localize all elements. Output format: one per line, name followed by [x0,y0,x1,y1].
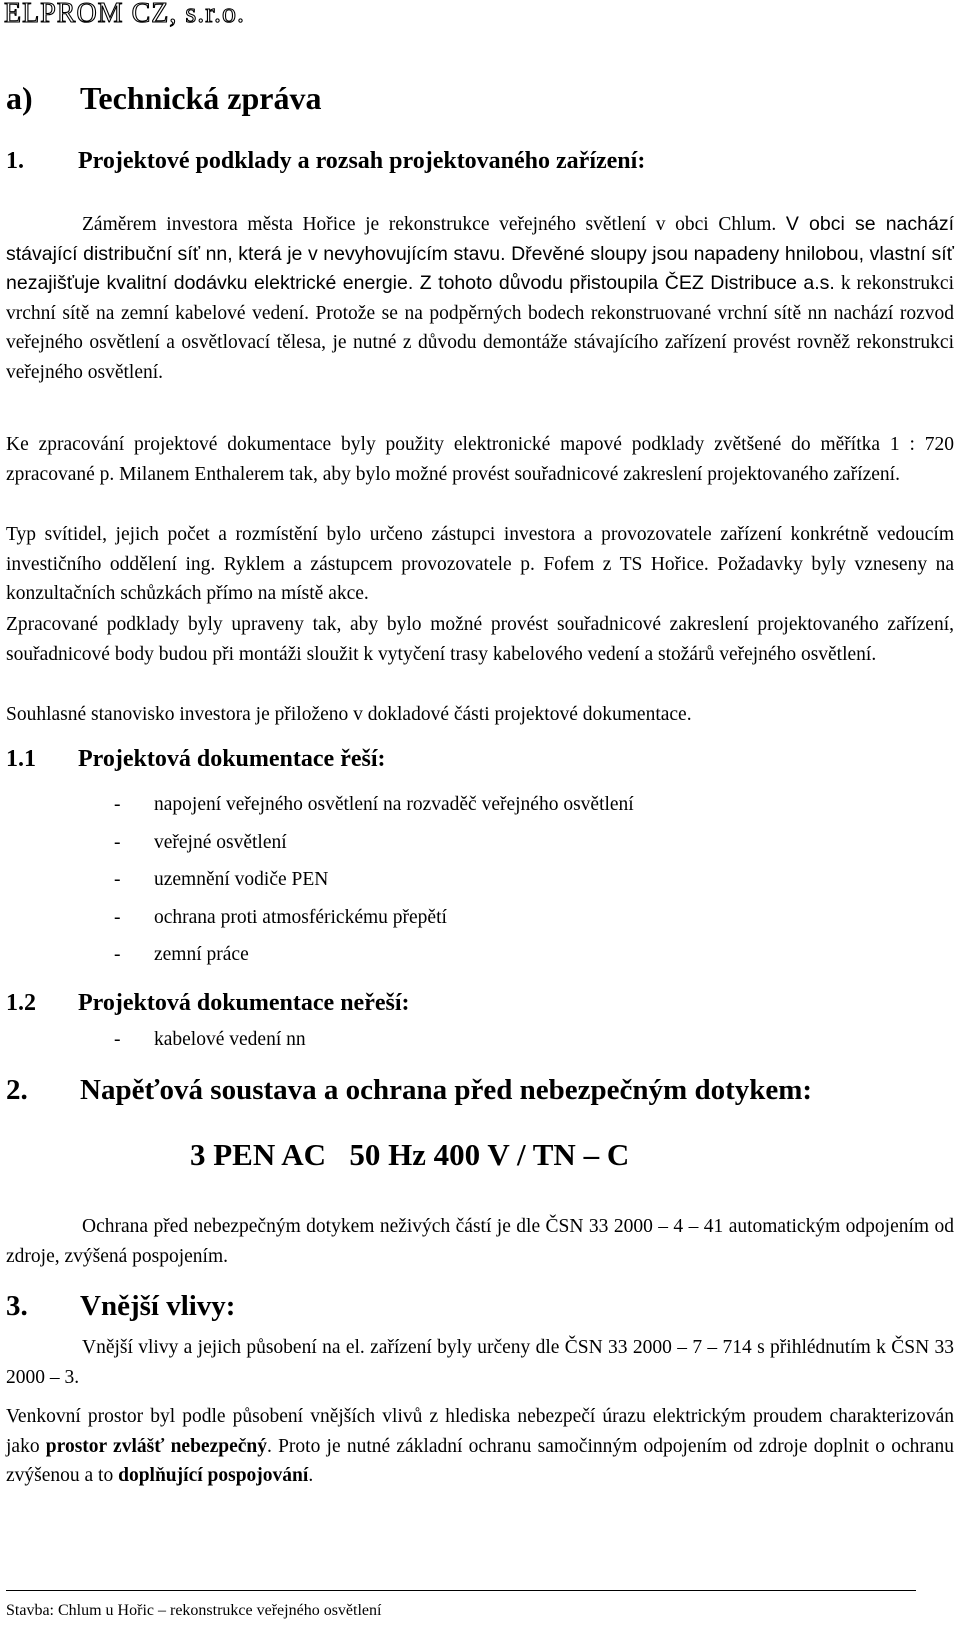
section-3-p2-bold-b: doplňující pospojování [118,1465,309,1486]
list-item-text: napojení veřejného osvětlení na rozvaděč veřejného osvětlení [154,794,634,815]
section-1-title: Projektové podklady a rozsah projektovaného zařízení: [78,148,646,174]
section-3-p2-text-c: . [308,1465,314,1486]
list-item-text: uzemnění vodiče PEN [154,869,329,890]
list-item [114,940,634,978]
section-3-number: 3. [6,1290,28,1322]
section-3-p2-bold-a: prostor zvlášť nebezpečný [45,1435,267,1457]
section-1-p1-rest: k rekonstrukci vrchní sítě na zemní kabelové vedení. Protože se na podpěrných bodech rekonstruované vrchní sítě nn nachází rozvod veřejného osvětlení a osvětlovací tělesa, je nutné z důvodu demontáže stávajícího zařízení provést rovněž rekonstrukci veřejného osvětlení. [6,273,954,383]
list-item [114,828,634,866]
section-3-title: Vnější vlivy: [80,1290,236,1322]
list-dash: - [114,906,121,928]
section-1-paragraph-3: Typ svítidel, jejich počet a rozmístění bylo určeno zástupci investora a provozovatele zařízení konkrétně vedoucím investičního oddělení ing. Ryklem a zástupcem provozovatele p. Fofem z TS Hořice. Požadavky byly vzneseny na konzultačních schůzkách přímo na místě akce. [6,524,954,604]
section-1-p1-line1: Záměrem investora města Hořice je rekonstrukce veřejného světlení v obci Chlum. [82,214,777,235]
list-item [114,790,634,828]
list-item-text: ochrana proti atmosférickému přepětí [154,906,447,928]
section-1-2-heading [6,990,410,1017]
section-1-1-heading [6,746,386,773]
list-item [114,1025,306,1063]
list-dash: - [114,1029,121,1050]
section-1-1-list [114,790,634,978]
section-1-paragraph-1 [6,210,954,387]
page-footer: Stavba: Chlum u Hořic – rekonstrukce veřejného osvětlení [6,1602,382,1619]
section-1-paragraph-4: Zpracované podklady byly upraveny tak, aby bylo možné provést souřadnicové zakreslení projektovaného zařízení, souřadnicové body budou při montáži sloužit k vytyčení trasy kabelového vedení a stožárů veřejného osvětlení. [6,614,954,665]
section-1-paragraph-2: Ke zpracování projektové dokumentace byly použity elektronické mapové podklady zvětšené do měřítka 1 : 720 zpracované p. Milanem Enthalerem tak, aby bylo možné provést souřadnicové zakreslení projektovaného zařízení. [6,434,954,485]
list-item-text: veřejné osvětlení [154,831,287,853]
section-1-2-list [114,1025,306,1063]
section-a-heading [6,80,322,117]
section-1-1-number: 1.1 [6,746,36,772]
section-1-paragraph-5: Souhlasné stanovisko investora je přiloženo v dokladové části projektové dokumentace. [6,704,692,725]
section-3-paragraph-2 [6,1402,954,1491]
section-2-heading [6,1074,812,1107]
section-1-p1-sans: V obci se nachází stávající distribuční síť nn, která je v nevyhovujícím stavu. Dřevěné sloupy jsou napadeny hnilobou, vlastní síť nezajišťuje kvalitní dodávku elektrické energie. Z tohoto důvodu přistoupila ČEZ Distribuce a.s. [6,213,954,294]
list-dash: - [114,831,121,853]
list-item [114,903,634,941]
section-a-title: Technická zpráva [80,80,322,116]
list-item [114,865,634,903]
section-1-heading [6,148,645,175]
company-header: ELPROM CZ, s.r.o. [4,0,246,29]
list-dash: - [114,794,121,815]
list-dash: - [114,944,121,965]
voltage-system-formula: 3 PEN AC 50 Hz 400 V / TN – C [190,1137,630,1172]
section-3-heading [6,1290,235,1323]
section-1-number: 1. [6,148,24,174]
footer-divider [6,1590,916,1591]
list-item-text: zemní práce [154,944,249,965]
section-2-paragraph-1: Ochrana před nebezpečným dotykem neživých částí je dle ČSN 33 2000 – 4 – 41 automatickým odpojením od zdroje, zvýšená pospojením. [6,1216,954,1267]
section-2-number: 2. [6,1074,28,1106]
section-1-2-number: 1.2 [6,990,36,1016]
section-1-1-title: Projektová dokumentace řeší: [78,746,386,772]
section-3-p2-text-b: . Proto je nutné základní ochranu samočinným odpojením od zdroje doplnit o ochranu zvýšenou a to [6,1435,954,1486]
list-item-text: kabelové vedení nn [154,1029,306,1050]
section-2-title: Napěťová soustava a ochrana před nebezpečným dotykem: [80,1074,813,1106]
section-1-2-title: Projektová dokumentace neřeší: [78,990,410,1016]
list-dash: - [114,869,121,890]
section-3-paragraph-1: Vnější vlivy a jejich působení na el. zařízení byly určeny dle ČSN 33 2000 – 7 – 714 s přihlédnutím k ČSN 33 2000 – 3. [6,1337,954,1388]
section-a-number: a) [6,80,33,116]
section-3-p2-text-a: Venkovní prostor byl podle působení vnějších vlivů z hlediska nebezpečí úrazu elektrickým proudem charakterizován jako [6,1406,954,1457]
